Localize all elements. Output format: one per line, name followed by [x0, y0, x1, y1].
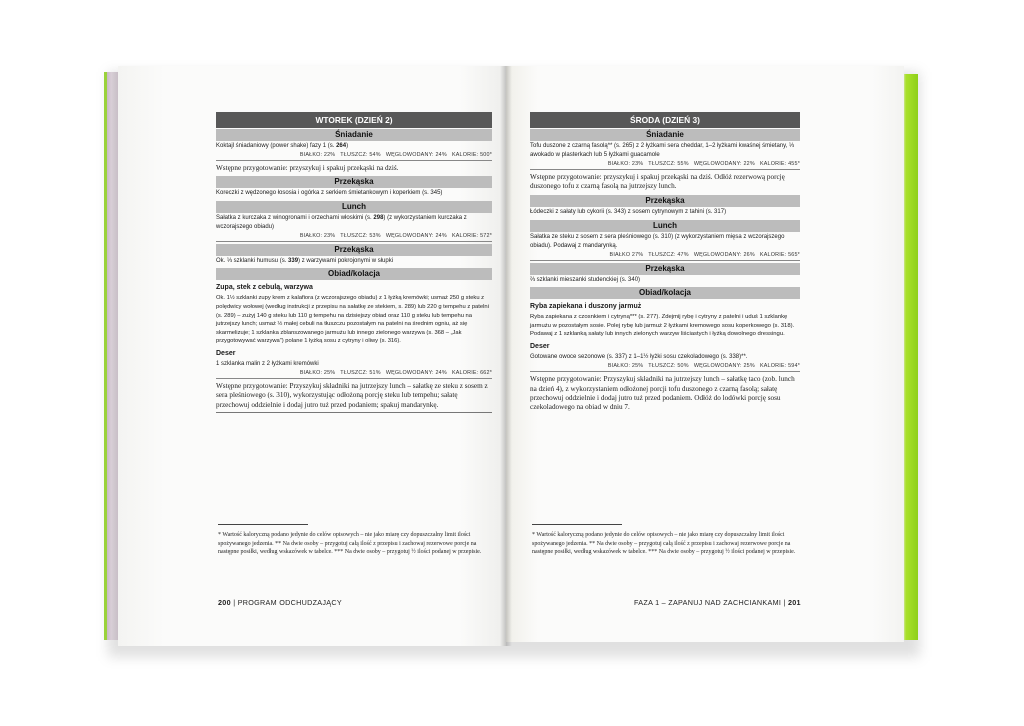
dinner-text: Ok. 1½ szklanki zupy krem z kalafiora (z wczorajszego obiadu) z 1 łyżką kremówki; usmaż 250 g steku z polędwicy wołowej (według instrukcji z przepisu na sałatkę ze stekiem, s. 289) lub 220 g tempehu z patelni (s. 289) – zużyj 140 g steku lub 110 g tempehu na dzisiejszy obiad oraz 110 g steku lub tempehu na jutrzejszy lunch; usmaż ½ małej cebuli na tłuszczu pozostałym na patelni na średnim ogniu, aż się skarmelizuje; 1 szklanka zblanszowanego jarmużu lub innego zielonego warzywa (s. 368 – „Jak przygotowywać warzywa”) polane 1 łyżką sosu z cytryny i oliwy (s. 316).	[216, 295, 489, 345]
folio-separator: |	[783, 598, 788, 607]
breakfast-text: Tofu duszone z czarną fasolą** (s. 265) z 2 łyżkami sera cheddar, 1–2 łyżkami kwaśnej śmietany, ⅓ awokado w plasterkach lub 5 łyżkami guacamole	[530, 143, 795, 158]
lunch-text: Sałatka z kurczaka z winogronami i orzechami włoskimi (s. 298) (z wykorzystaniem kurczaka z wczorajszego obiadu)	[216, 215, 467, 231]
dessert-title: Deser	[530, 343, 550, 351]
macros-dinner: BIAŁKO: 25% TŁUSZCZ: 51% WĘGLOWODANY: 24% KALORIE: 662*	[216, 369, 492, 379]
macros-lunch: BIAŁKO: 23% TŁUSZCZ: 53% WĘGLOWODANY: 24% KALORIE: 572*	[216, 232, 492, 242]
footnote-text: * Wartość kaloryczną podano jedynie do celów opisowych – nie jako miarę czy dopuszczalny limit ilości spożywanego jedzenia. ** Na dwie osoby – przygotuj całą ilość z przepisu i zachowaj rezerwowe porcje na następne posiłki, według wskazówek w tabelce. *** Na dwie osoby – przygotuj ½ ilości podanej w przepisie.	[532, 532, 796, 556]
section-header-snack-2: Przekąska	[530, 263, 800, 275]
prep-note-1: Wstępne przygotowanie: przyszykuj i spakuj przekąski na dziś.	[216, 164, 399, 172]
prep-note-2: Wstępne przygotowanie: Przyszykuj składniki na jutrzejszy lunch – sałatkę ze steku z sosem z sera pleśniowego (s. 310), wykorzystując odłożoną porcję steku lub tempehu; sałatę przechowuj oddzielnie i dodaj jutro tuż przed podaniem; spakuj mandarynkę.	[216, 381, 488, 409]
macros-dinner: BIAŁKO: 25% TŁUSZCZ: 50% WĘGLOWODANY: 25% KALORIE: 594*	[530, 362, 800, 372]
section-header-snack-1: Przekąska	[530, 195, 800, 207]
page-number: 200	[218, 598, 231, 607]
footnote	[218, 524, 490, 557]
snack-1-text: Łódeczki z sałaty lub cykorii (s. 343) z sosem cytrynowym z tahini (s. 317)	[530, 208, 727, 215]
dinner-subtitle: Ryba zapiekana i duszony jarmuż	[530, 302, 642, 310]
macros-breakfast: BIAŁKO: 23% TŁUSZCZ: 55% WĘGLOWODANY: 22% KALORIE: 455*	[530, 160, 800, 170]
section-header-snack-1: Przekąska	[216, 176, 492, 188]
breakfast-text: Koktajl śniadaniowy (power shake) fazy 1 (s. 264)	[216, 143, 349, 149]
dessert-text: 1 szklanka malin z 2 łyżkami kremówki	[216, 360, 319, 367]
prep-note-2: Wstępne przygotowanie: Przyszykuj składniki na jutrzejszy lunch – sałatkę taco (zob. lunch na dzień 4), z wykorzystaniem odłożonej porcji tofu duszonego z czarną fasolą; sałatę przechowuj oddzielnie i dodaj jutro tuż przed podaniem. Odłóż do lodówki porcję sosu czekoladowego na obiad w dniu 7.	[530, 375, 795, 412]
day-header: WTOREK (DZIEŃ 2)	[216, 112, 492, 128]
left-page	[118, 66, 506, 646]
dinner-subtitle: Zupa, stek z cebulą, warzywa	[216, 284, 313, 292]
right-page	[506, 66, 904, 642]
dinner-text: Ryba zapiekana z czosnkiem i cytryną*** (s. 277). Zdejmij rybę i cytryny z patelni i uduś 1 szklankę jarmużu w pozostałym sosie. Polej rybę lub jarmuż 2 łyżkami kremowego sosu koperkowego (s. 318). Podawaj z 1 szklanką sałaty lub innych zielonych warzyw liściastych i łyżką dowolnego dressingu.	[530, 313, 795, 338]
section-header-breakfast: Śniadanie	[216, 129, 492, 141]
running-title: FAZA 1 – ZAPANUJ NAD ZACHCIANKAMI	[634, 598, 782, 607]
footnote-rule	[532, 524, 622, 525]
section-header-dinner: Obiad/kolacja	[216, 268, 492, 280]
snack-1-text: Koreczki z wędzonego łososia i ogórka z serkiem śmietankowym i koperkiem (s. 345)	[216, 190, 443, 197]
section-header-lunch: Lunch	[216, 201, 492, 213]
prep-note-1: Wstępne przygotowanie: przyszykuj i spakuj przekąski na dziś. Odłóż rezerwową porcję duszonego tofu z czarną fasolą na jutrzejszy lunch.	[530, 173, 785, 191]
folio	[218, 598, 342, 607]
footnote-text: * Wartość kaloryczną podano jedynie do celów opisowych – nie jako miarę czy dopuszczalny limit ilości spożywanego jedzenia. ** Na dwie osoby – przygotuj całą ilość z przepisu i zachowaj rezerwowe porcje na następne posiłki, według wskazówek w tabelce. *** Na dwie osoby – przygotuj ½ ilości podanej w przepisie.	[218, 532, 482, 556]
day-header: ŚRODA (DZIEŃ 3)	[530, 112, 800, 128]
section-header-breakfast: Śniadanie	[530, 129, 800, 141]
footnote-rule	[218, 524, 308, 525]
dessert-title: Deser	[216, 349, 236, 357]
book-right-edge	[902, 74, 918, 640]
folio-separator: |	[233, 598, 238, 607]
right-page-content	[530, 112, 800, 413]
running-title: PROGRAM ODCHUDZAJĄCY	[237, 598, 342, 607]
section-header-snack-2: Przekąska	[216, 244, 492, 256]
footnote	[532, 524, 800, 557]
section-header-lunch: Lunch	[530, 220, 800, 232]
snack-2-text: Ok. ⅓ szklanki humusu (s. 339) z warzywami pokrojonymi w słupki	[216, 258, 394, 265]
left-page-content	[216, 112, 492, 413]
end-rule	[216, 412, 492, 413]
book-gutter	[500, 66, 512, 646]
folio	[634, 598, 801, 607]
section-header-dinner: Obiad/kolacja	[530, 287, 800, 299]
page-number: 201	[787, 598, 801, 607]
lunch-text: Sałatka ze steku z sosem z sera pleśniowego (s. 310) (z wykorzystaniem mięsa z wczorajszego obiadu). Podawaj z mandarynką.	[530, 233, 785, 249]
macros-lunch: BIAŁKO 27% TŁUSZCZ: 47% WĘGLOWODANY: 26% KALORIE: 565*	[530, 251, 800, 261]
dessert-text: Gotowane owoce sezonowe (s. 337) z 1–1½ łyżki sosu czekoladowego (s. 338)**.	[530, 354, 748, 361]
snack-2-text: ⅔ szklanki mieszanki studenckiej (s. 340)	[530, 276, 641, 283]
macros-breakfast: BIAŁKO: 22% TŁUSZCZ: 54% WĘGLOWODANY: 24% KALORIE: 500*	[216, 151, 492, 161]
